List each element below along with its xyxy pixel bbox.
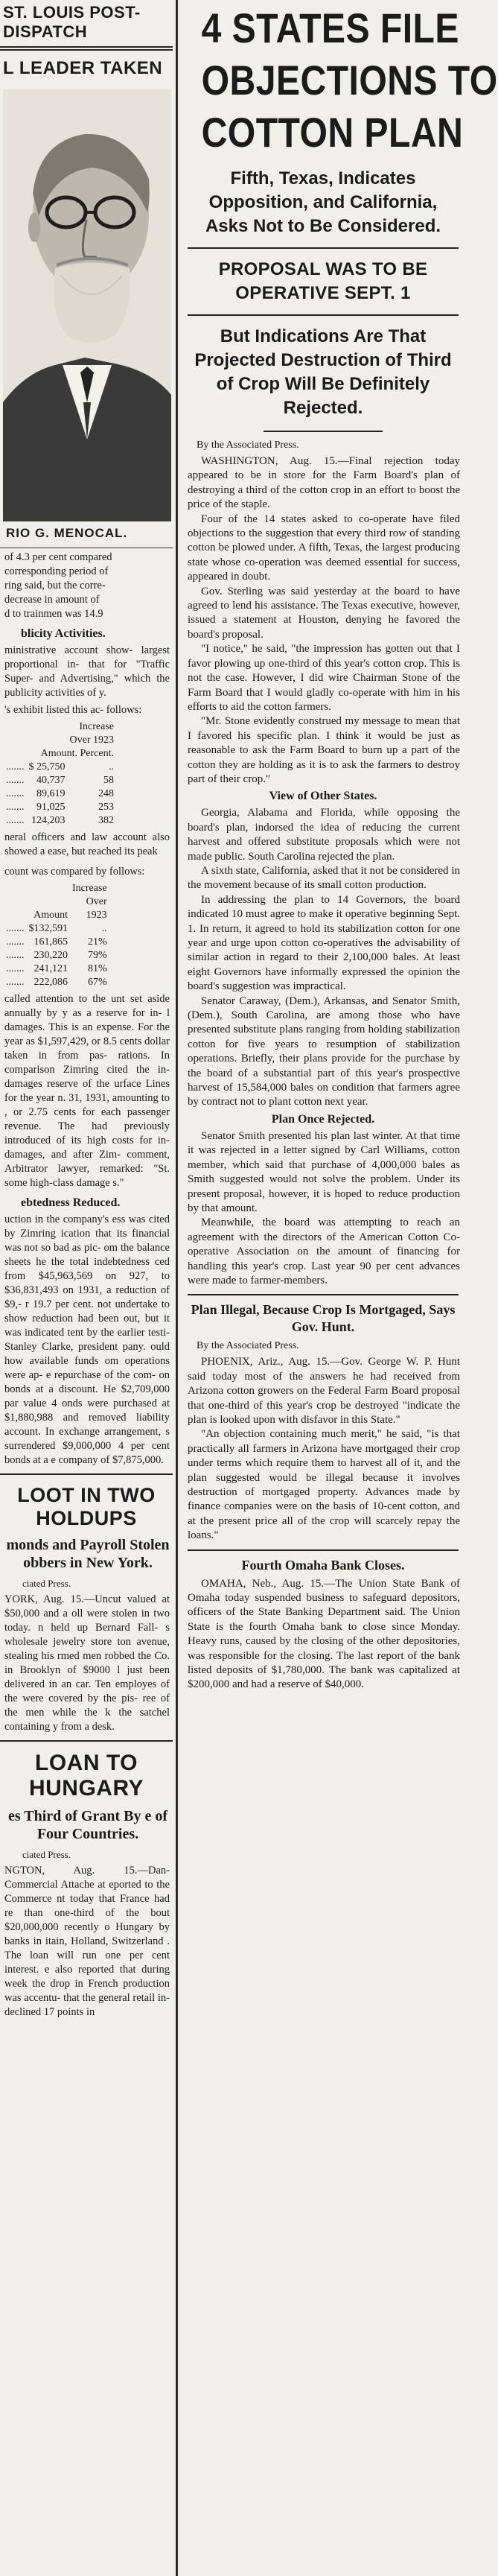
expense-table-2: [6, 882, 112, 989]
section-rule: [0, 1740, 173, 1742]
masthead: ST. LOUIS POST-DISPATCH: [3, 3, 141, 41]
publicity-text: ministrative account show- largest proportional in- that for "Traffic Super- and Advertising," which the publicity activities of y.: [4, 644, 170, 699]
article-paragraph: Senator Caraway, (Dem.), Arkansas, and Senator Smith, (Dem.), South Carolina, are among those who have presented substitute plans ranging from holding stabilization cotton for five years to resumption of stabilization operations. Briefly, their plans provide for the purchase by the board of a substantial part of this year's prospective harvest of 15,584,000 bales on condition that farmers agree by contract not to plant cotton next year.: [188, 994, 460, 1108]
arizona-headline: Plan Illegal, Because Crop Is Mortgaged, Says Gov. Hunt.: [191, 1302, 456, 1335]
holdups-headline: LOOT IN TWO HOLDUPS: [17, 1484, 156, 1529]
table-row: ....... 241,121 81%: [6, 963, 107, 974]
arizona-byline: By the Associated Press.: [197, 1340, 299, 1352]
publicity-subhead: blicity Activities.: [21, 627, 106, 640]
holdups-text: YORK, Aug. 15.—Uncut valued at $50,000 and a oll were stolen in two today. n held up Bernard Fall- s wholesale jewelry store ton avenue, stealing his rmed men robbed the Co. in Brooklyn of $9000 l just been delivered in an car. Ten employes of the were covered by the pis- ree of the men while the k the satchel containing y from a desk.: [4, 1593, 170, 1733]
article-paragraph: WASHINGTON, Aug. 15.—Final rejection today appeared to be in store for the Farm Board's plan of destroying a third of the cotton crop in an effort to boost the price of the staple.: [188, 455, 460, 511]
right-column: [182, 0, 498, 2576]
table2-head-3: 1923: [86, 910, 107, 921]
intro-line-1: corresponding period of: [4, 565, 109, 577]
table2-head-0: Increase: [72, 883, 107, 894]
holdups-deck: monds and Payroll Stolen obbers in New York.: [6, 1537, 170, 1571]
table-row: ....... 40,737 58: [6, 775, 114, 786]
holdups-byline: ciated Press.: [22, 1578, 71, 1589]
exhibit-text: 's exhibit listed this ac- follows:: [4, 704, 142, 716]
portrait-caption: RIO G. MENOCAL.: [6, 526, 128, 540]
column-divider: [176, 0, 178, 2576]
hungary-deck: es Third of Grant By e of Four Countries.: [7, 1808, 168, 1842]
left-intro: [0, 551, 173, 621]
deck-indications: But Indications Are That Projected Destruction of Third of Crop Will Be Definitely Rejected.: [194, 326, 452, 418]
article-paragraph: "I notice," he said, "the impression has gotten out that I favor plowing up one-third of this year's cotton crop. This is not the case. However, I did wire Chairman Stone of the Farm Board that I would gladly co-operate with him in his efforts to aid the cotton farmers.: [188, 643, 460, 713]
table1-head-1: Over 1923: [69, 735, 114, 746]
article-paragraph: Senator Smith presented his plan last winter. At that time it was rejected in a letter signed by Carl Williams, cotton member, which said that purchase of 4,000,000 bales as Smith suggested would not solve the problem. Under its present proposal, however, it is hoped to reduce production by that amount.: [188, 1129, 460, 1214]
left-headline: L LEADER TAKEN: [3, 58, 163, 78]
omaha-body: [182, 1577, 465, 1693]
main-headline-line-1: 4 STATES FILE: [201, 4, 459, 51]
hungary-byline: ciated Press.: [22, 1849, 71, 1860]
table-row: ....... 89,619 248: [6, 788, 114, 799]
article-paragraph: In addressing the plan to 14 Governors, the board indicated 10 must agree to make it operative beginning Sept. 1. In return, it agreed to hold its stabilization cotton for one year and urge upon cotton co-operatives the advisability of similar action in regard to their 2,100,000 bales. At least eight Governors have informally expressed the opinion the board's suggestion was impractical.: [188, 893, 460, 993]
article-body-3: [182, 1129, 465, 1288]
article-byline: By the Associated Press.: [197, 440, 299, 451]
portrait-drawing: [3, 89, 171, 521]
intro-line-3: decrease in amount of: [4, 594, 100, 606]
table-row: ....... $ 25,750 ..: [6, 761, 114, 773]
table2-head-1: Over: [86, 896, 107, 907]
reserve-text: called attention to the unt set aside annually by y as a reserve for in- l damages. This is an expense. For the year as $1,597,429, or 8.5 cents dollar taken in from pas- rations. In comparison Zimring cited the in- damages reserve of the urface Lines for the year n. 31, 1931, amounting to , or 2.75 cents for each passenger revenue. The had previously introduced of its high costs for in- damages, and after Zim- comment, Arbitrator lawyer, remarked: "St. some high-class damage s.": [4, 993, 170, 1189]
left-column: [0, 0, 173, 2576]
masthead-rule: [0, 46, 173, 48]
article-paragraph: PHOENIX, Ariz., Aug. 15.—Gov. George W. P. Hunt said today most of the answers he had received from Arizona cotton growers on the Federal Farm Board proposal that one-third of this year's crop be destroyed "indicate the plan is looked upon with disfavor in this State.": [188, 1356, 460, 1426]
table-row: ....... 161,865 21%: [6, 936, 107, 948]
table-row: ....... 222,086 67%: [6, 977, 107, 988]
table-row: ....... 91,025 253: [6, 802, 114, 813]
article-paragraph: OMAHA, Neb., Aug. 15.—The Union State Bank of Omaha today suspended business to safeguard depositors, officers of the State Banking Department said. The Union State is the fourth Omaha bank to close since Monday. Heavy runs, caused by the closing of the other depositories, was responsible for the closing. The last report of the bank listed deposits of $1,780,000. The bank was capitalized at $200,000 and had a reserve of $40,000.: [188, 1577, 460, 1691]
main-headline-line-3: COTTON PLAN: [201, 109, 464, 156]
table1-after: neral officers and law account also showed a ease, but reached its peak: [4, 831, 170, 857]
portrait-photo: [3, 89, 171, 521]
arizona-body: [182, 1355, 465, 1543]
hungary-headline: LOAN TO HUNGARY: [28, 1751, 144, 1801]
article-paragraph: Meanwhile, the board was attempting to reach an agreement with the directors of the American Cotton Co-operative Association on the amount of financing for handling this year's crop. Last year 90 per cent advances were made to farmer-members.: [188, 1216, 460, 1287]
masthead-rule-2: [0, 49, 173, 51]
table-row: ....... $132,591 ..: [6, 923, 107, 934]
hungary-text: NGTON, Aug. 15.—Dan- Commercial Attache at eported to the Commerce nt today that France had re than one-third of the bout $20,000,000 recently o Hungary by banks in itain, Holland, Switzerland . The loan will run one per cent interest. e also reported that during week the drop in French production was accentu- that the general retail in- declined 17 points in: [4, 1865, 170, 2018]
article-paragraph: Four of the 14 states asked to co-operate have filed objections to the suggestion that every third row of standing cotton be plowed under. A fifth, Texas, the largest producing state whose co-operation was deemed essential for success, appeared in doubt.: [188, 513, 460, 583]
table-row: ....... 124,203 382: [6, 815, 114, 826]
table2-head-2: Amount: [33, 910, 68, 921]
deck-operative: PROPOSAL WAS TO BE OPERATIVE SEPT. 1: [218, 259, 428, 303]
table1-head-0: Increase: [79, 721, 114, 732]
article-paragraph: "An objection containing much merit," he said, "is that practically all farmers in Arizona have mortgaged their crop under terms which require them to harvest all of it, and the plan suggested would be illegal because it involves destruction of mortgaged property. Advances made by finance companies were on the basis of 10-cent cotton, and at the present price all of the crop will scarcely repay the loans.": [188, 1428, 460, 1542]
intro-line-0: of 4.3 per cent compared: [4, 551, 112, 563]
omaha-headline: Fourth Omaha Bank Closes.: [241, 1557, 405, 1573]
table1-head-2: Amount. Percent.: [40, 748, 114, 759]
section-rule: [0, 1473, 173, 1475]
debt-subhead: ebtedness Reduced.: [21, 1196, 121, 1209]
expense-table-1: [6, 720, 118, 828]
subhead-plan-rejected: Plan Once Rejected.: [271, 1112, 375, 1126]
intro-line-4: d to trainmen was 14.9: [4, 608, 103, 620]
intro-line-2: ring said, but the corre-: [4, 580, 106, 591]
article-body-2: [182, 806, 465, 1110]
article-paragraph: A sixth state, California, asked that it not be considered in the movement because of its small cotton production.: [188, 864, 460, 892]
deck-fifth-texas: Fifth, Texas, Indicates Opposition, and California, Asks Not to Be Considered.: [205, 168, 441, 236]
table2-intro: count was compared by follows:: [4, 866, 145, 878]
main-headline-line-2: OBJECTIONS TO: [201, 57, 498, 104]
article-paragraph: Georgia, Alabama and Florida, while opposing the board's plan, indorsed the idea of reducing the current harvest and offered substitute proposals which were not made public. South Carolina rejected the plan.: [188, 807, 460, 863]
subhead-other-states: View of Other States.: [269, 790, 377, 803]
debt-text: uction in the company's ess was cited by Zimring ication that its financial was not so bad as pic- om the balance sheets he the total indebtedness ced from $45,963,569 on 927, to $36,831,493 on 1931, a reduction of $9,- r 19.7 per cent. not undertake to show reduction had been out, but it was indicated tent by the earlier testi- Stanley Clarke, president pany. ould how available funds om operations were ap- e repurchase of the com- on bonds at a discount. He $2,709,000 par value 4 onds were purchased at $1,880,988 and removed liability account. In exchange arrangement, s surrendered $9,000,000 4 per cent bonds at a e company of $7,875,000.: [4, 1214, 170, 1466]
article-paragraph: "Mr. Stone evidently construed my message to mean that I favored his specific plan. I think it would be just as reasonable to ask the Farm Board to burn up a part of the cotton they are holding as it is to ask the farmers to destroy part of their crop.": [188, 715, 460, 785]
article-paragraph: Gov. Sterling was said yesterday at the board to have agreed to lend his assistance. The Texas executive, however, issued a statement at Houston, denying he favored the board's proposal.: [188, 585, 460, 641]
article-body: [182, 454, 465, 787]
table-row: ....... 230,220 79%: [6, 950, 107, 961]
